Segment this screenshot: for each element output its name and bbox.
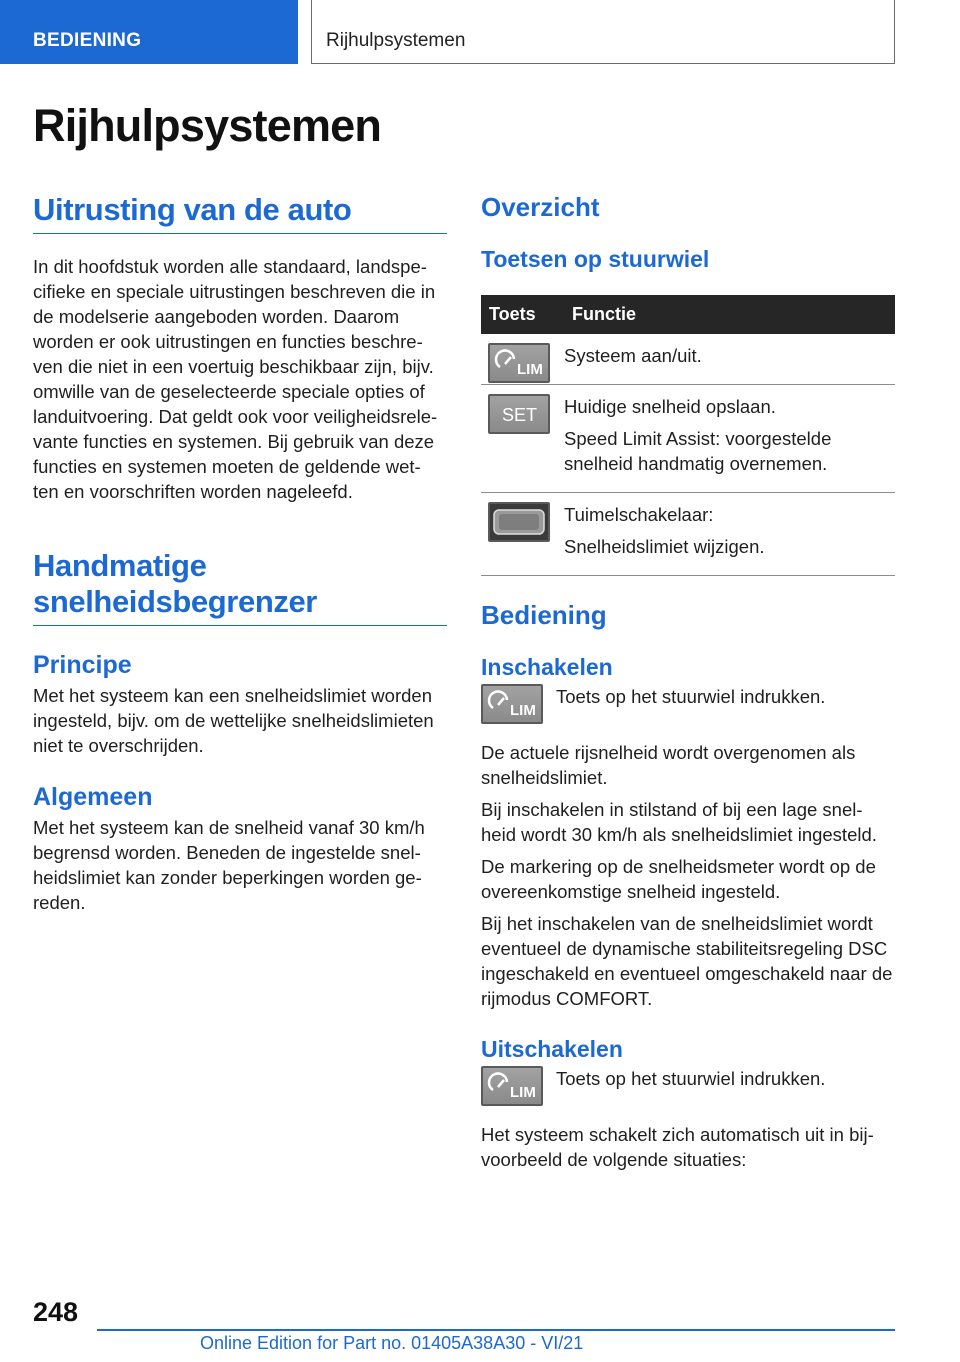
heading-switch-off: Uitschakelen (481, 1036, 623, 1062)
heading-overview: Overzicht (481, 192, 600, 222)
function-text: Snelheidslimiet wijzigen. (564, 536, 765, 557)
table-cell-icon (481, 493, 564, 576)
page-number: 248 (33, 1297, 79, 1327)
heading-switch-on: Inschakelen (481, 654, 613, 680)
right-column (481, 192, 895, 1172)
paragraph-switch-on-3: De markering op de snelheidsmeter wordt op de overeenkomstige snelheid ingesteld. (481, 856, 876, 902)
function-text: Tuimelschakelaar: (564, 504, 714, 525)
table-header-row (481, 295, 895, 334)
press-button-text: Toets op het stuurwiel indrukken. (556, 1068, 826, 1089)
lim-label: LIM (510, 1084, 536, 1101)
table-cell-icon (481, 334, 564, 385)
table-row (481, 493, 895, 576)
lim-button-icon (488, 343, 550, 383)
set-button-icon (488, 394, 550, 434)
paragraph-switch-off-1: Het systeem schakelt zich automatisch uit in bij- voorbeeld de volgende situaties: (481, 1124, 874, 1170)
table-row (481, 334, 895, 385)
table-cell-function (564, 493, 895, 576)
switch-off-instruction (481, 1066, 895, 1122)
heading-equipment: Uitrusting van de auto (33, 192, 447, 234)
paragraph-switch-on-2: Bij inschakelen in stilstand of bij een lage snel- heid wordt 30 km/h als snelheidslimiet ingesteld. (481, 799, 877, 845)
rocker-switch-icon (488, 502, 550, 542)
footer-rule (97, 1329, 895, 1331)
page-title: Rijhulpsystemen (33, 100, 382, 151)
paragraph-switch-on-1: De actuele rijsnelheid wordt overgenomen als snelheidslimiet. (481, 742, 856, 788)
press-button-text: Toets op het stuurwiel indrukken. (556, 686, 826, 707)
switch-on-instruction (481, 684, 895, 740)
table-cell-icon (481, 385, 564, 493)
buttons-table (481, 295, 895, 576)
heading-steering-buttons: Toetsen op stuurwiel (481, 246, 710, 272)
left-column (33, 192, 447, 915)
function-text: Speed Limit Assist: voorgestelde snelheid handmatig overnemen. (564, 428, 832, 474)
table-cell-function (564, 334, 895, 385)
heading-speed-limiter: Handmatige snelheidsbegrenzer (33, 548, 447, 626)
paragraph-switch-on-4: Bij het inschakelen van de snelheidslimiet wordt eventueel de dynamische stabiliteitsregeling DSC ingeschakeld en eventueel omgeschakeld naar de rijmodus COMFORT. (481, 913, 893, 1009)
lim-label: LIM (510, 702, 536, 719)
lim-button-icon (481, 684, 543, 724)
paragraph-equipment: In dit hoofdstuk worden alle standaard, landspe- cifieke en speciale uitrustingen beschreven die in de modelserie aangeboden worden. Daarom worden er ook uitrustingen en functies beschre- ven die niet in een voertuig beschikbaar zijn, bijv. omwille van de geselecteerde speciale opties of landuitvoering. Dat geldt ook voor veiligheidsrele- vante functies en systemen. Bij gebruik van deze functies en systemen moeten de geldende wet- ten en voorschriften worden nageleefd. (33, 256, 438, 502)
paragraph-principle: Met het systeem kan een snelheidslimiet worden ingesteld, bijv. om de wettelijke snelheidslimieten niet te overschrijden. (33, 685, 434, 756)
paragraph-general: Met het systeem kan de snelheid vanaf 30 km/h begrensd worden. Beneden de ingestelde snel- heidslimiet kan zonder beperkingen worden ge- reden. (33, 817, 425, 913)
heading-operation: Bediening (481, 600, 607, 630)
heading-principle: Principe (33, 651, 132, 679)
lim-label: LIM (517, 361, 543, 378)
column-header-key: Toets (481, 295, 564, 334)
heading-general: Algemeen (33, 783, 153, 811)
function-text: Systeem aan/uit. (564, 345, 702, 366)
lim-button-icon (481, 1066, 543, 1106)
footer-edition: Online Edition for Part no. 01405A38A30 - VI/21 (200, 1333, 584, 1353)
table-cell-function (564, 385, 895, 493)
column-header-function: Functie (564, 295, 895, 334)
set-label: SET (502, 405, 538, 425)
table-row (481, 385, 895, 493)
section-tab: BEDIENING (0, 0, 298, 64)
chapter-tab: Rijhulpsystemen (311, 0, 895, 64)
function-text: Huidige snelheid opslaan. (564, 396, 776, 417)
